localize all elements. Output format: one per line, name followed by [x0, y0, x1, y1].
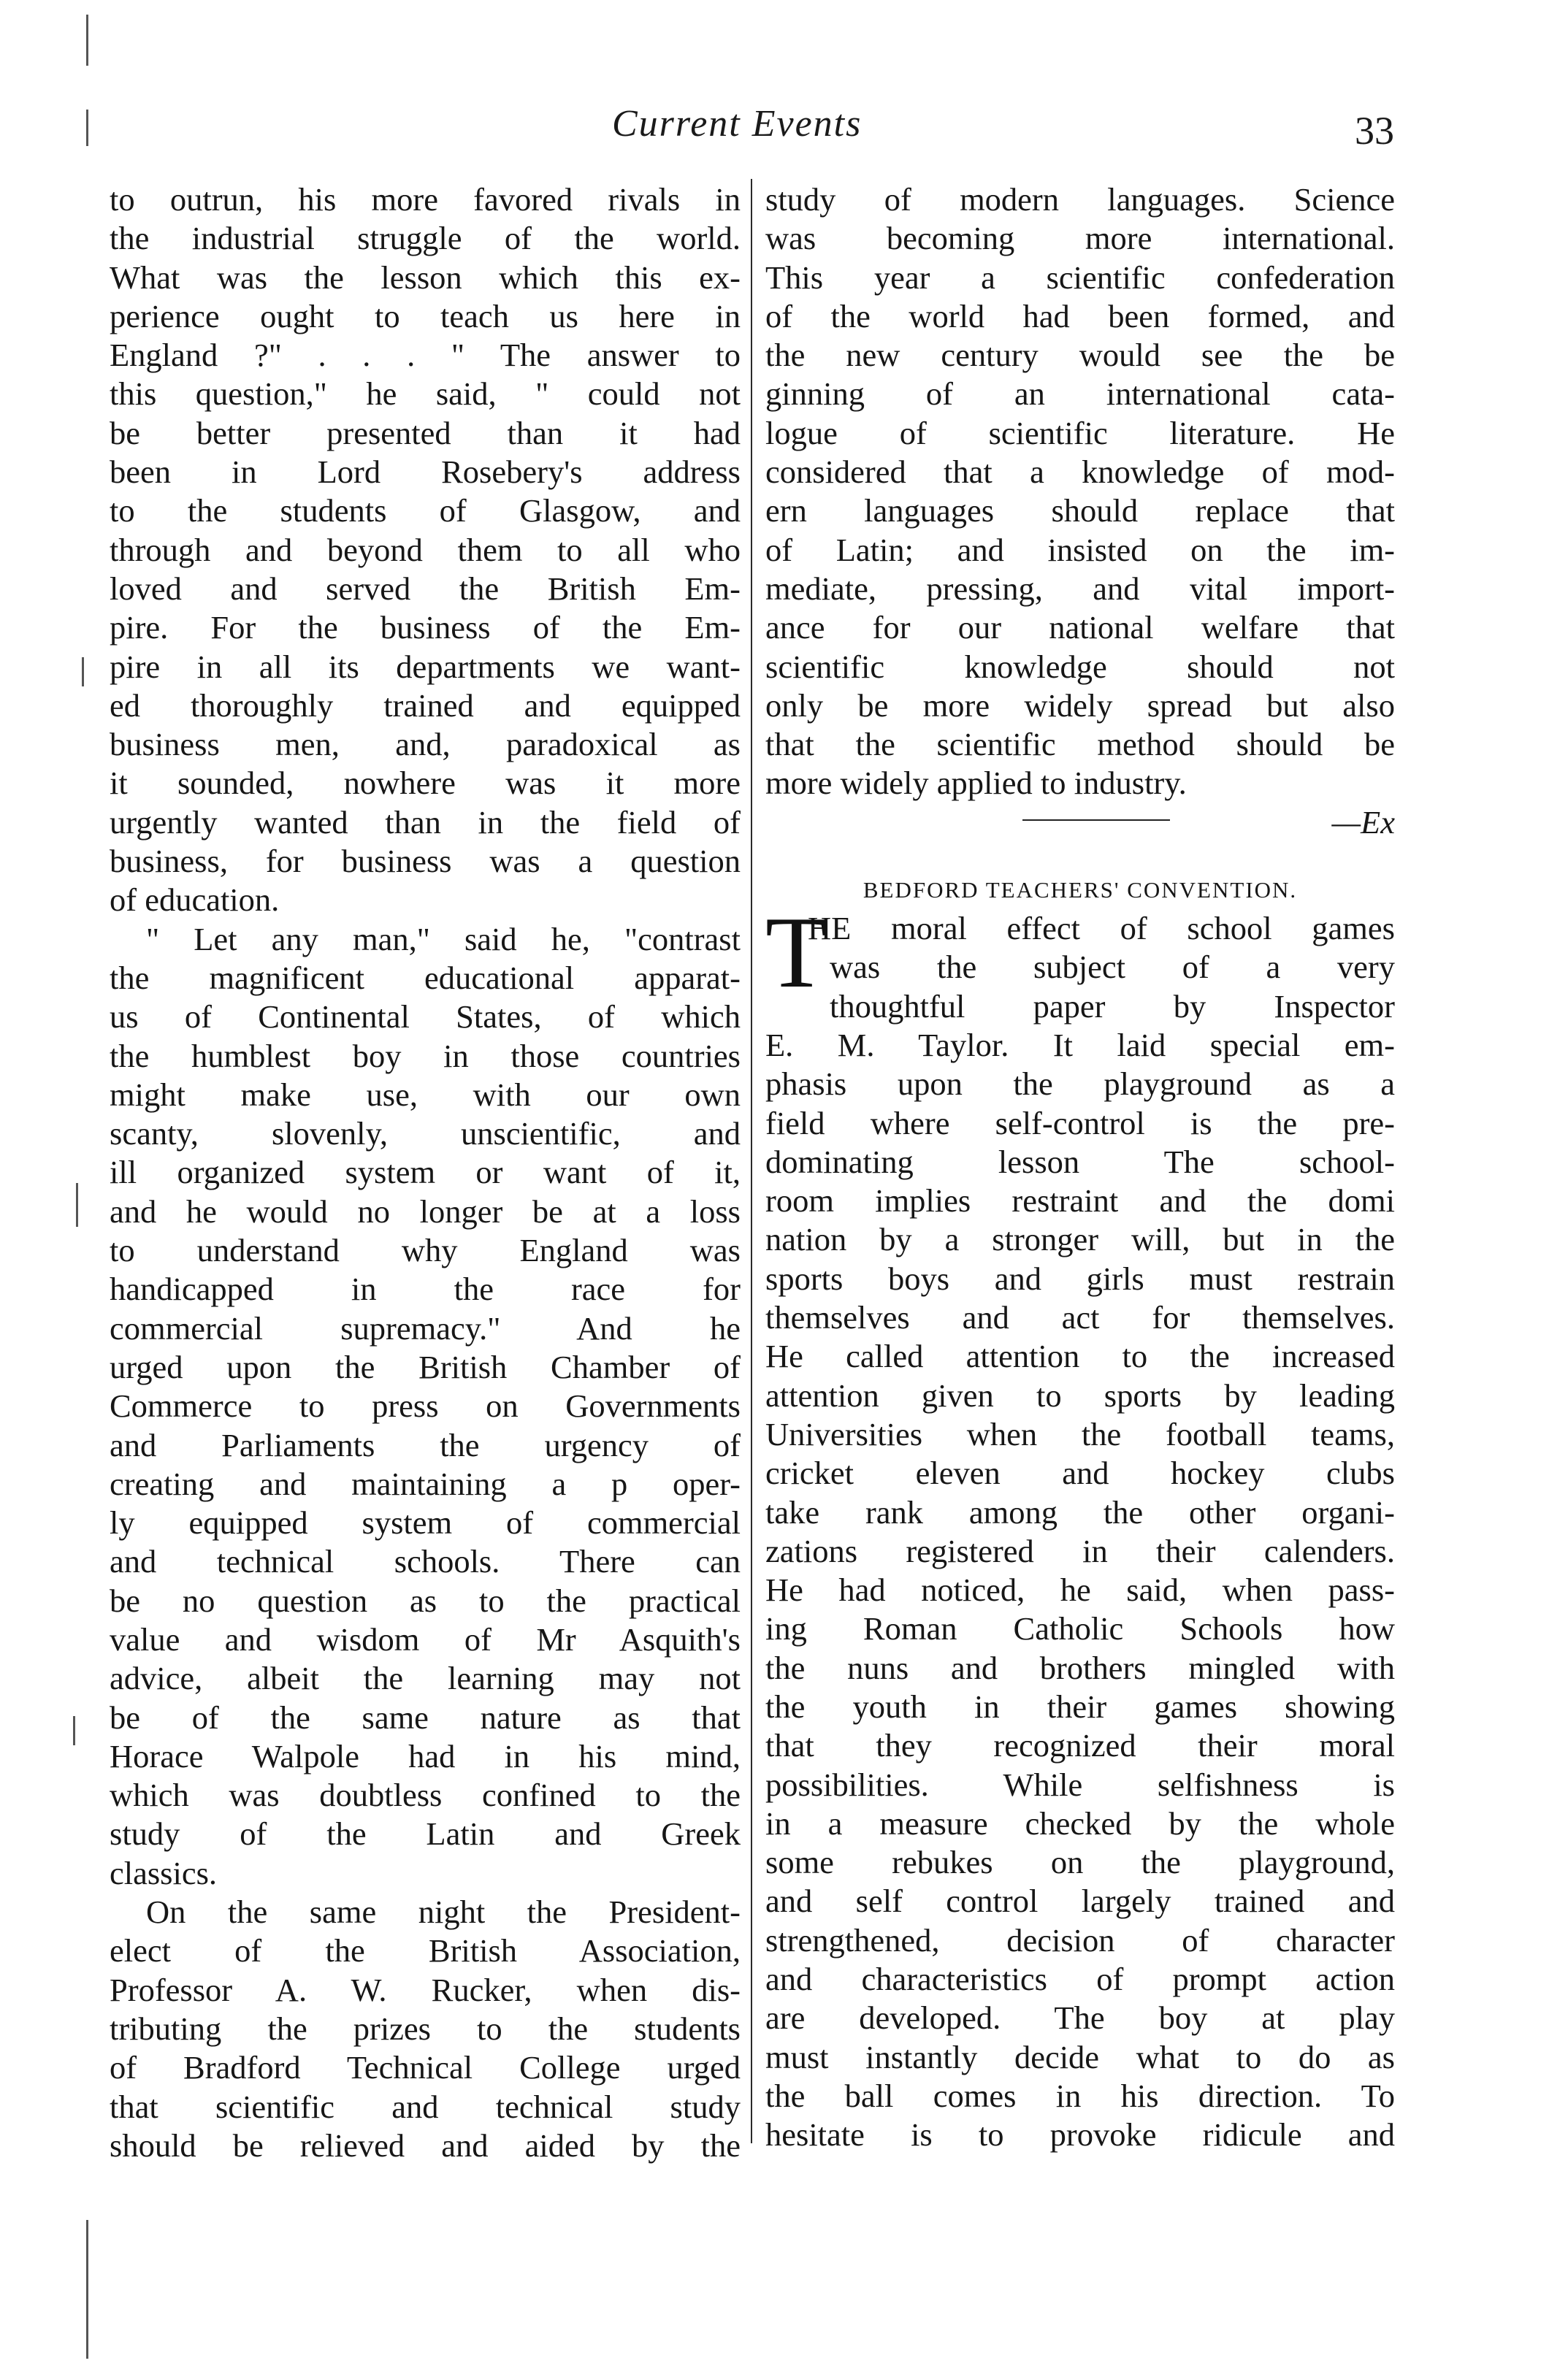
text-line: sports boys and girls must restrain — [765, 1260, 1395, 1297]
text-line: Professor A. W. Rucker, when dis- — [110, 1971, 741, 2008]
text-line: and characteristics of prompt action — [765, 1961, 1395, 1998]
text-line: Universities when the football teams, — [765, 1415, 1395, 1452]
text-line: in a measure checked by the whole — [765, 1804, 1395, 1842]
text-line: What was the lesson which this ex- — [110, 259, 741, 296]
text-line: He had noticed, he said, when pass- — [765, 1571, 1395, 1609]
text-line: was becoming more international. — [765, 220, 1395, 257]
section-heading: BEDFORD TEACHERS' CONVENTION. — [863, 877, 1298, 903]
text-line: be no question as to the practical — [110, 1582, 741, 1619]
text-line: cricket eleven and hockey clubs — [765, 1455, 1395, 1492]
text-line: must instantly decide what to do as — [765, 2038, 1395, 2075]
text-line: to outrun, his more favored rivals in — [110, 181, 741, 218]
text-line: it sounded, nowhere was it more — [110, 765, 741, 802]
article-end-row — [765, 803, 1395, 842]
left-column — [110, 180, 741, 2165]
text-line: more widely applied to industry. — [765, 765, 1187, 802]
page-number: 33 — [1355, 109, 1394, 153]
text-line: that the scientific method should be — [765, 726, 1395, 763]
text-line: of Bradford Technical College urged — [110, 2049, 741, 2086]
text-line: was the subject of a very — [830, 949, 1395, 986]
text-line: possibilities. While selfishness is — [765, 1766, 1395, 1803]
text-line: ill organized system or want of it, — [110, 1154, 741, 1191]
text-line: elect of the British Association, — [110, 1932, 741, 1969]
text-line: scientific knowledge should not — [765, 648, 1395, 685]
text-line: business men, and, paradoxical as — [110, 726, 741, 763]
text-line: urged upon the British Chamber of — [110, 1348, 741, 1385]
short-rule — [1022, 819, 1170, 821]
text-line: field where self-control is the pre- — [765, 1104, 1395, 1141]
text-line: ing Roman Catholic Schools how — [765, 1610, 1395, 1647]
text-line: thoughtful paper by Inspector — [830, 987, 1395, 1025]
text-line: might make use, with our own — [110, 1076, 741, 1113]
text-line: to understand why England was — [110, 1232, 741, 1269]
text-line: phasis upon the playground as a — [765, 1065, 1395, 1103]
text-line: HE moral effect of school games — [808, 910, 1395, 947]
text-line: and technical schools. There can — [110, 1543, 741, 1580]
source-signature: —Ex — [1331, 803, 1395, 841]
text-line: creating and maintaining a p oper- — [110, 1465, 741, 1502]
text-line: take rank among the other organi- — [765, 1493, 1395, 1531]
text-line: study of modern languages. Science — [765, 181, 1395, 218]
text-line: been in Lord Rosebery's address — [110, 453, 741, 491]
text-line: England ?" . . . " The answer to — [110, 337, 741, 374]
text-line: the new century would see the be — [765, 337, 1395, 374]
text-line: pire in all its departments we want- — [110, 648, 741, 685]
text-line: study of the Latin and Greek — [110, 1815, 741, 1853]
right-column — [765, 180, 1395, 2155]
running-title: Current Events — [612, 103, 863, 145]
text-line: only be more widely spread but also — [765, 686, 1395, 724]
text-line: us of Continental States, of which — [110, 998, 741, 1035]
text-line: He called attention to the increased — [765, 1338, 1395, 1375]
text-line: scanty, slovenly, unscientific, and — [110, 1115, 741, 1152]
text-line: ly equipped system of commercial — [110, 1504, 741, 1542]
text-line: advice, albeit the learning may not — [110, 1660, 741, 1697]
text-line: and Parliaments the urgency of — [110, 1426, 741, 1463]
text-line: urgently wanted than in the field of — [110, 803, 741, 841]
text-line: nation by a stronger will, but in the — [765, 1221, 1395, 1258]
text-line: this question," he said, " could not — [110, 375, 741, 413]
text-line: Commerce to press on Governments — [110, 1387, 741, 1425]
text-line: the nuns and brothers mingled with — [765, 1649, 1395, 1686]
text-line: the youth in their games showing — [765, 1688, 1395, 1725]
text-line: room implies restraint and the domi — [765, 1182, 1395, 1220]
text-line: hesitate is to provoke ridicule and — [765, 2116, 1395, 2153]
text-line: zations registered in their calenders. — [765, 1532, 1395, 1569]
text-line: the industrial struggle of the world. — [110, 220, 741, 257]
text-line: the magnificent educational apparat- — [110, 959, 741, 996]
text-line: be better presented than it had — [110, 414, 741, 451]
text-line: ed thoroughly trained and equipped — [110, 686, 741, 724]
text-line: " Let any man," said he, "contrast — [146, 920, 741, 957]
text-line: attention given to sports by leading — [765, 1377, 1395, 1414]
text-line: strengthened, decision of character — [765, 1921, 1395, 1959]
column-divider — [751, 179, 752, 2143]
text-line: the ball comes in his direction. To — [765, 2077, 1395, 2114]
text-line: classics. — [110, 1854, 218, 1891]
text-line: which was doubtless confined to the — [110, 1777, 741, 1814]
text-line: are developed. The boy at play — [765, 1999, 1395, 2037]
text-line: ance for our national welfare that — [765, 609, 1395, 646]
text-line: This year a scientific confederation — [765, 259, 1395, 296]
text-line: through and beyond them to all who — [110, 531, 741, 568]
text-line: pire. For the business of the Em- — [110, 609, 741, 646]
page-header — [0, 102, 1568, 168]
text-line: of education. — [110, 881, 280, 919]
text-line: some rebukes on the playground, — [765, 1844, 1395, 1881]
text-line: of the world had been formed, and — [765, 297, 1395, 334]
text-line: the humblest boy in those countries — [110, 1037, 741, 1074]
text-line: On the same night the President- — [146, 1894, 741, 1931]
text-line: should be relieved and aided by the — [110, 2126, 741, 2164]
article-body — [765, 896, 1395, 2155]
text-line: dominating lesson The school- — [765, 1143, 1395, 1180]
text-line: themselves and act for themselves. — [765, 1299, 1395, 1336]
text-line: and he would no longer be at a loss — [110, 1192, 741, 1230]
text-line: and self control largely trained and — [765, 1883, 1395, 1920]
text-line: logue of scientific literature. He — [765, 414, 1395, 451]
text-line: business, for business was a question — [110, 843, 741, 880]
text-line: of Latin; and insisted on the im- — [765, 531, 1395, 568]
binding-margin — [0, 0, 110, 2366]
text-line: ginning of an international cata- — [765, 375, 1395, 413]
text-line: handicapped in the race for — [110, 1271, 741, 1308]
text-line: E. M. Taylor. It laid special em- — [765, 1026, 1395, 1063]
text-line: that scientific and technical study — [110, 2088, 741, 2125]
text-line: considered that a knowledge of mod- — [765, 453, 1395, 491]
text-line: commercial supremacy." And he — [110, 1309, 741, 1347]
text-line: value and wisdom of Mr Asquith's — [110, 1620, 741, 1658]
text-line: perience ought to teach us here in — [110, 297, 741, 334]
text-line: to the students of Glasgow, and — [110, 492, 741, 529]
text-line: tributing the prizes to the students — [110, 2010, 741, 2047]
text-line: mediate, pressing, and vital import- — [765, 570, 1395, 607]
text-line: loved and served the British Em- — [110, 570, 741, 607]
drop-cap: T — [765, 896, 828, 1010]
text-line: Horace Walpole had in his mind, — [110, 1737, 741, 1774]
text-line: be of the same nature as that — [110, 1699, 741, 1736]
text-line: ern languages should replace that — [765, 492, 1395, 529]
text-line: that they recognized their moral — [765, 1727, 1395, 1764]
